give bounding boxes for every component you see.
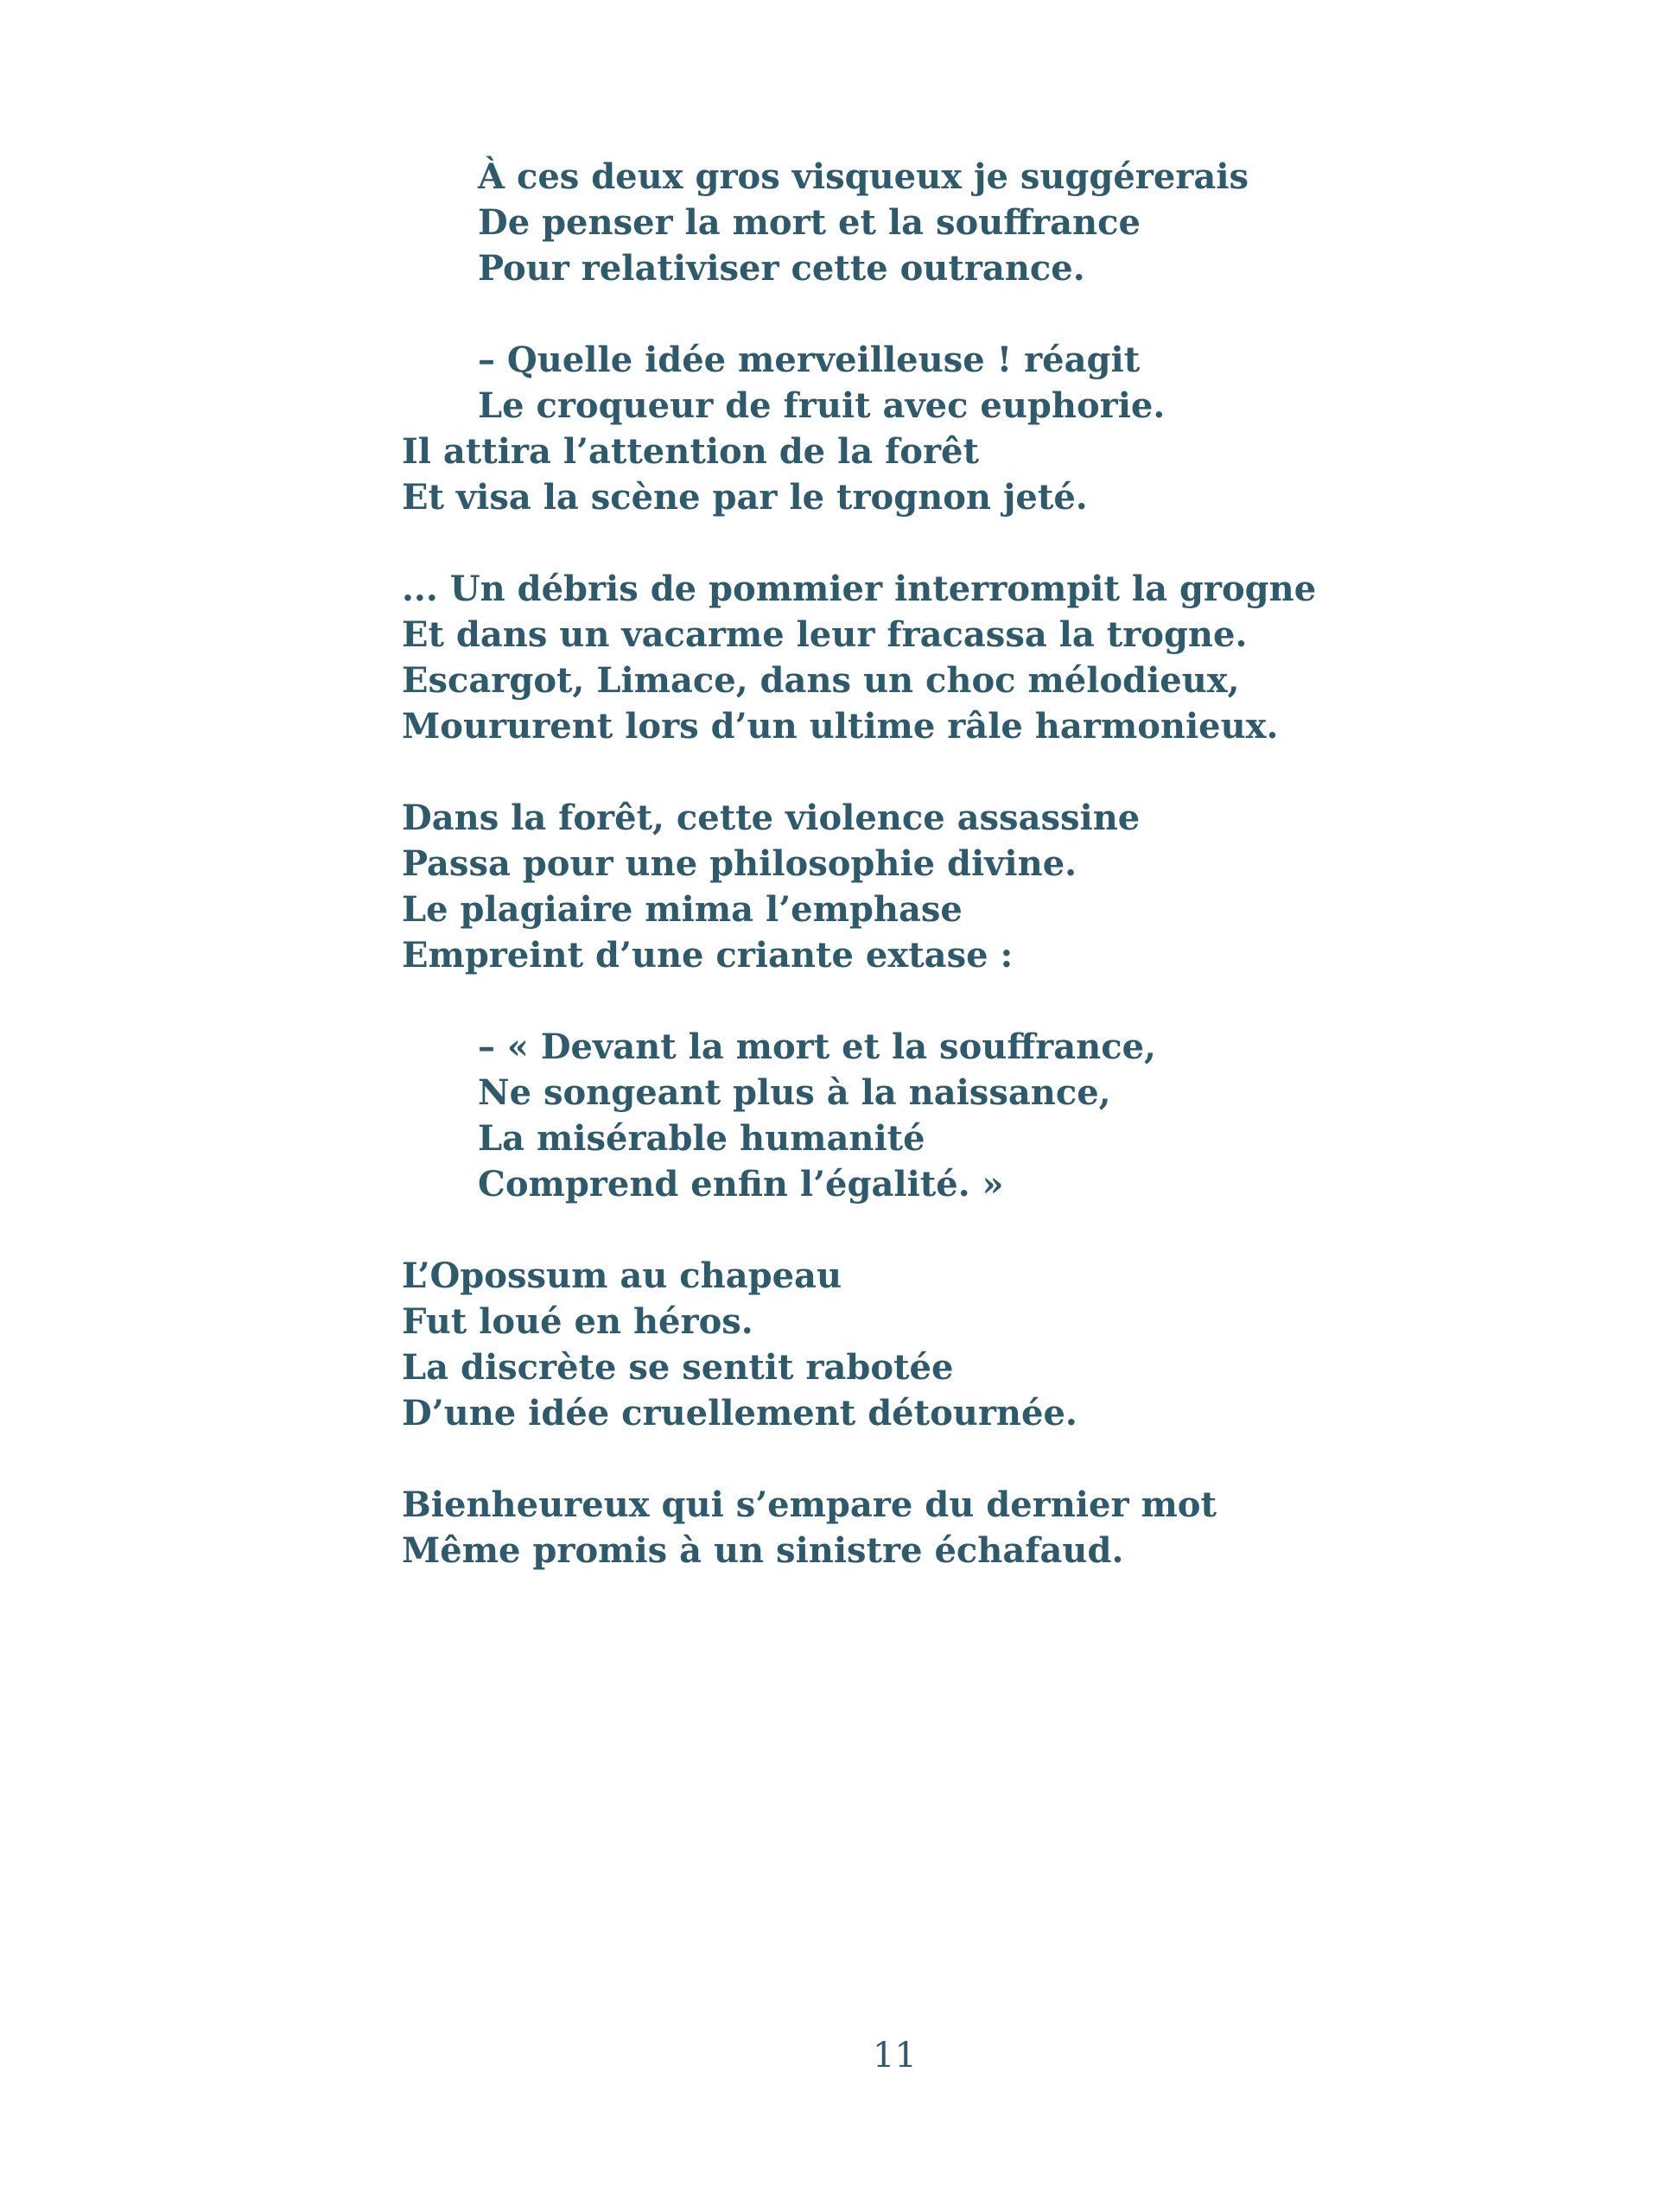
poem-line: Bienheureux qui s’empare du dernier mot <box>402 1484 1217 1525</box>
poem-body <box>402 154 1611 1619</box>
poem-line: Comprend enfin l’égalité. » <box>478 1164 1004 1205</box>
poem-line: La discrète se sentit rabotée <box>402 1347 954 1388</box>
poem-line: Moururent lors d’un ultime râle harmonieux. <box>402 706 1279 747</box>
poem-stanza <box>402 337 1611 520</box>
poem-stanza <box>402 1024 1611 1207</box>
page-number: 11 <box>873 2036 917 2075</box>
poem-line: L’Opossum au chapeau <box>402 1255 842 1296</box>
poem-line: Ne songeant plus à la naissance, <box>478 1072 1111 1113</box>
poem-line: Empreint d’une criante extase : <box>402 935 1014 976</box>
poem-line: – Quelle idée merveilleuse ! réagit <box>478 340 1141 380</box>
poem-line: Et dans un vacarme leur fracassa la trogne. <box>402 614 1248 655</box>
poem-stanza <box>402 1253 1611 1436</box>
poem-line: Et visa la scène par le trognon jeté. <box>402 477 1088 518</box>
poem-line: – « Devant la mort et la souffrance, <box>478 1027 1156 1067</box>
poem-stanza <box>402 1482 1611 1573</box>
poem-line: De penser la mort et la souffrance <box>478 202 1141 243</box>
poem-line: Il attira l’attention de la forêt <box>402 431 979 472</box>
poem-stanza <box>402 566 1611 749</box>
poem-line: Escargot, Limace, dans un choc mélodieux, <box>402 660 1240 701</box>
poem-line: Passa pour une philosophie divine. <box>402 843 1077 884</box>
poem-line: D’une idée cruellement détournée. <box>402 1393 1077 1433</box>
poem-line: ... Un débris de pommier interrompit la grogne <box>402 569 1317 609</box>
poem-line: Fut loué en héros. <box>402 1301 753 1342</box>
poem-line: À ces deux gros visqueux je suggérerais <box>478 156 1249 197</box>
poem-line: Le croqueur de fruit avec euphorie. <box>478 385 1166 426</box>
poem-line: Le plagiaire mima l’emphase <box>402 889 963 930</box>
poem-stanza <box>402 154 1611 291</box>
poem-line: La misérable humanité <box>478 1118 925 1159</box>
poem-line: Pour relativiser cette outrance. <box>478 248 1085 289</box>
poem-line: Dans la forêt, cette violence assassine <box>402 798 1141 838</box>
poem-stanza <box>402 795 1611 978</box>
poem-line: Même promis à un sinistre échafaud. <box>402 1530 1124 1571</box>
